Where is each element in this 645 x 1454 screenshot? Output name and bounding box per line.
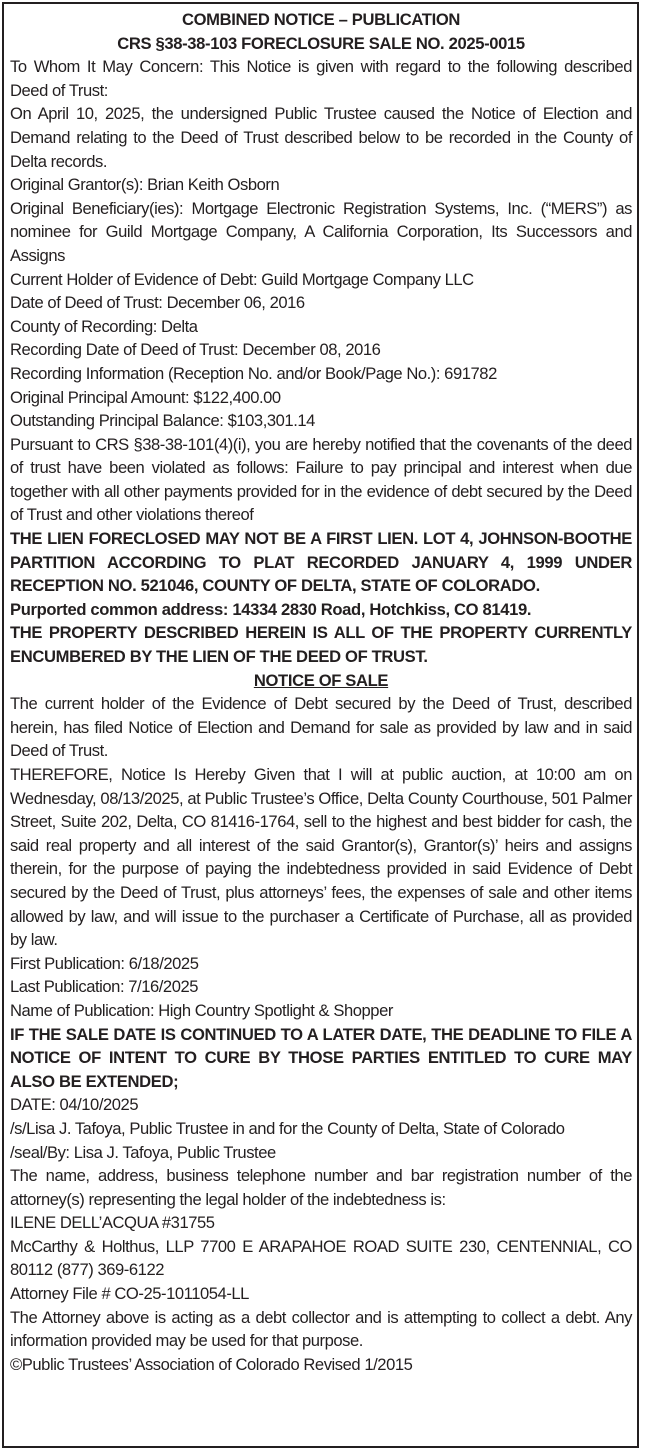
lien-legal-description: THE LIEN FORECLOSED MAY NOT BE A FIRST LIEN. LOT 4, JOHNSON-BOOTHE PARTITION ACCORDING TO PLAT RECORDED JANUARY 4, 1999 UNDER RECEPTION NO. 521046, COUNTY OF DELTA, STATE OF COLORADO. xyxy=(10,529,632,596)
current-holder: Current Holder of Evidence of Debt: Guild Mortgage Company LLC xyxy=(10,269,474,289)
cure-deadline-notice: IF THE SALE DATE IS CONTINUED TO A LATER DATE, THE DEADLINE TO FILE A NOTICE OF INTENT TO CURE BY THOSE PARTIES ENTITLED TO CURE MAY ALSO BE EXTENDED; xyxy=(10,1024,632,1091)
trustee-seal: /seal/By: Lisa J. Tafoya, Public Trustee xyxy=(10,1142,276,1162)
property-encumbered-notice: THE PROPERTY DESCRIBED HEREIN IS ALL OF THE PROPERTY CURRENTLY ENCUMBERED BY THE LIEN OF THE DEED OF TRUST. xyxy=(10,623,632,667)
auction-paragraph: THEREFORE, Notice Is Hereby Given that I will at public auction, at 10:00 am on Wednesday, 08/13/2025, at Public Trustee’s Office, Delta County Courthouse, 501 Palmer Street, Suite 202, Delta, CO 81416-1764, sell to the highest and best bidder for cash, the said real property and all interest of the said Grantor(s), Grantor(s)’ heirs and assigns therein, for the purpose of paying the indebtedness provided in said Evidence of Debt secured by the Deed of Trust, plus attorneys’ fees, the expenses of sale and other items allowed by law, and will issue to the purchaser a Certificate of Purchase, all as provided by law. xyxy=(10,765,632,950)
foreclosure-notice xyxy=(2,2,639,1448)
recording-paragraph: On April 10, 2025, the undersigned Public Trustee caused the Notice of Election and Demand relating to the Deed of Trust described below to be recorded in the County of Delta records. xyxy=(10,104,632,171)
attorney-file-number: Attorney File # CO-25-1011054-LL xyxy=(10,1284,249,1304)
original-beneficiary: Original Beneficiary(ies): Mortgage Electronic Registration Systems, Inc. (“MERS”) as nominee for Guild Mortgage Company, A California Corporation, Its Successors and Assigns xyxy=(10,198,632,265)
sale-filed-paragraph: The current holder of the Evidence of Debt secured by the Deed of Trust, described herein, has filed Notice of Election and Demand for sale as provided by law and in said Deed of Trust. xyxy=(10,694,632,761)
violation-paragraph: Pursuant to CRS §38-38-101(4)(i), you are hereby notified that the covenants of the deed of trust have been violated as follows: Failure to pay principal and interest when due together with all other payments provided for in the evidence of debt secured by the Deed of Trust and other violations thereof xyxy=(10,434,632,525)
attorney-intro: The name, address, business telephone number and bar registration number of the attorney(s) representing the legal holder of the indebtedness is: xyxy=(10,1166,632,1209)
outstanding-balance: Outstanding Principal Balance: $103,301.14 xyxy=(10,411,315,431)
attorney-firm-address: McCarthy & Holthus, LLP 7700 E ARAPAHOE ROAD SUITE 230, CENTENNIAL, CO 80112 (877) 369-6122 xyxy=(10,1236,632,1280)
debt-collector-disclaimer: The Attorney above is acting as a debt collector and is attempting to collect a debt. Any information provided may be used for that purpose. xyxy=(10,1307,632,1351)
purported-address: Purported common address: 14334 2830 Road, Hotchkiss, CO 81419. xyxy=(10,599,532,619)
deed-date: Date of Deed of Trust: December 06, 2016 xyxy=(10,293,305,313)
to-whom-paragraph: To Whom It May Concern: This Notice is given with regard to the following described Deed of Trust: xyxy=(10,57,632,100)
notice-of-sale-heading xyxy=(10,669,632,693)
original-grantor: Original Grantor(s): Brian Keith Osborn xyxy=(10,175,280,195)
copyright-footer: ©Public Trustees’ Association of Colorado Revised 1/2015 xyxy=(10,1354,413,1374)
attorney-name: ILENE DELL’ACQUA #31755 xyxy=(10,1213,215,1233)
last-publication: Last Publication: 7/16/2025 xyxy=(10,977,199,997)
publication-name: Name of Publication: High Country Spotlight & Shopper xyxy=(10,1000,393,1020)
sale-number-heading: CRS §38-38-103 FORECLOSURE SALE NO. 2025-0015 xyxy=(117,33,525,53)
recording-information: Recording Information (Reception No. and/or Book/Page No.): 691782 xyxy=(10,363,497,383)
signature-date: DATE: 04/10/2025 xyxy=(10,1095,139,1115)
county-of-recording: County of Recording: Delta xyxy=(10,316,198,336)
trustee-signature: /s/Lisa J. Tafoya, Public Trustee in and for the County of Delta, State of Colorado xyxy=(10,1118,565,1138)
notice-title: COMBINED NOTICE – PUBLICATION xyxy=(181,10,461,29)
recording-date: Recording Date of Deed of Trust: December 08, 2016 xyxy=(10,340,381,360)
notice-of-sale-label: NOTICE OF SALE xyxy=(253,670,389,690)
original-principal: Original Principal Amount: $122,400.00 xyxy=(10,387,281,407)
first-publication: First Publication: 6/18/2025 xyxy=(10,953,199,973)
